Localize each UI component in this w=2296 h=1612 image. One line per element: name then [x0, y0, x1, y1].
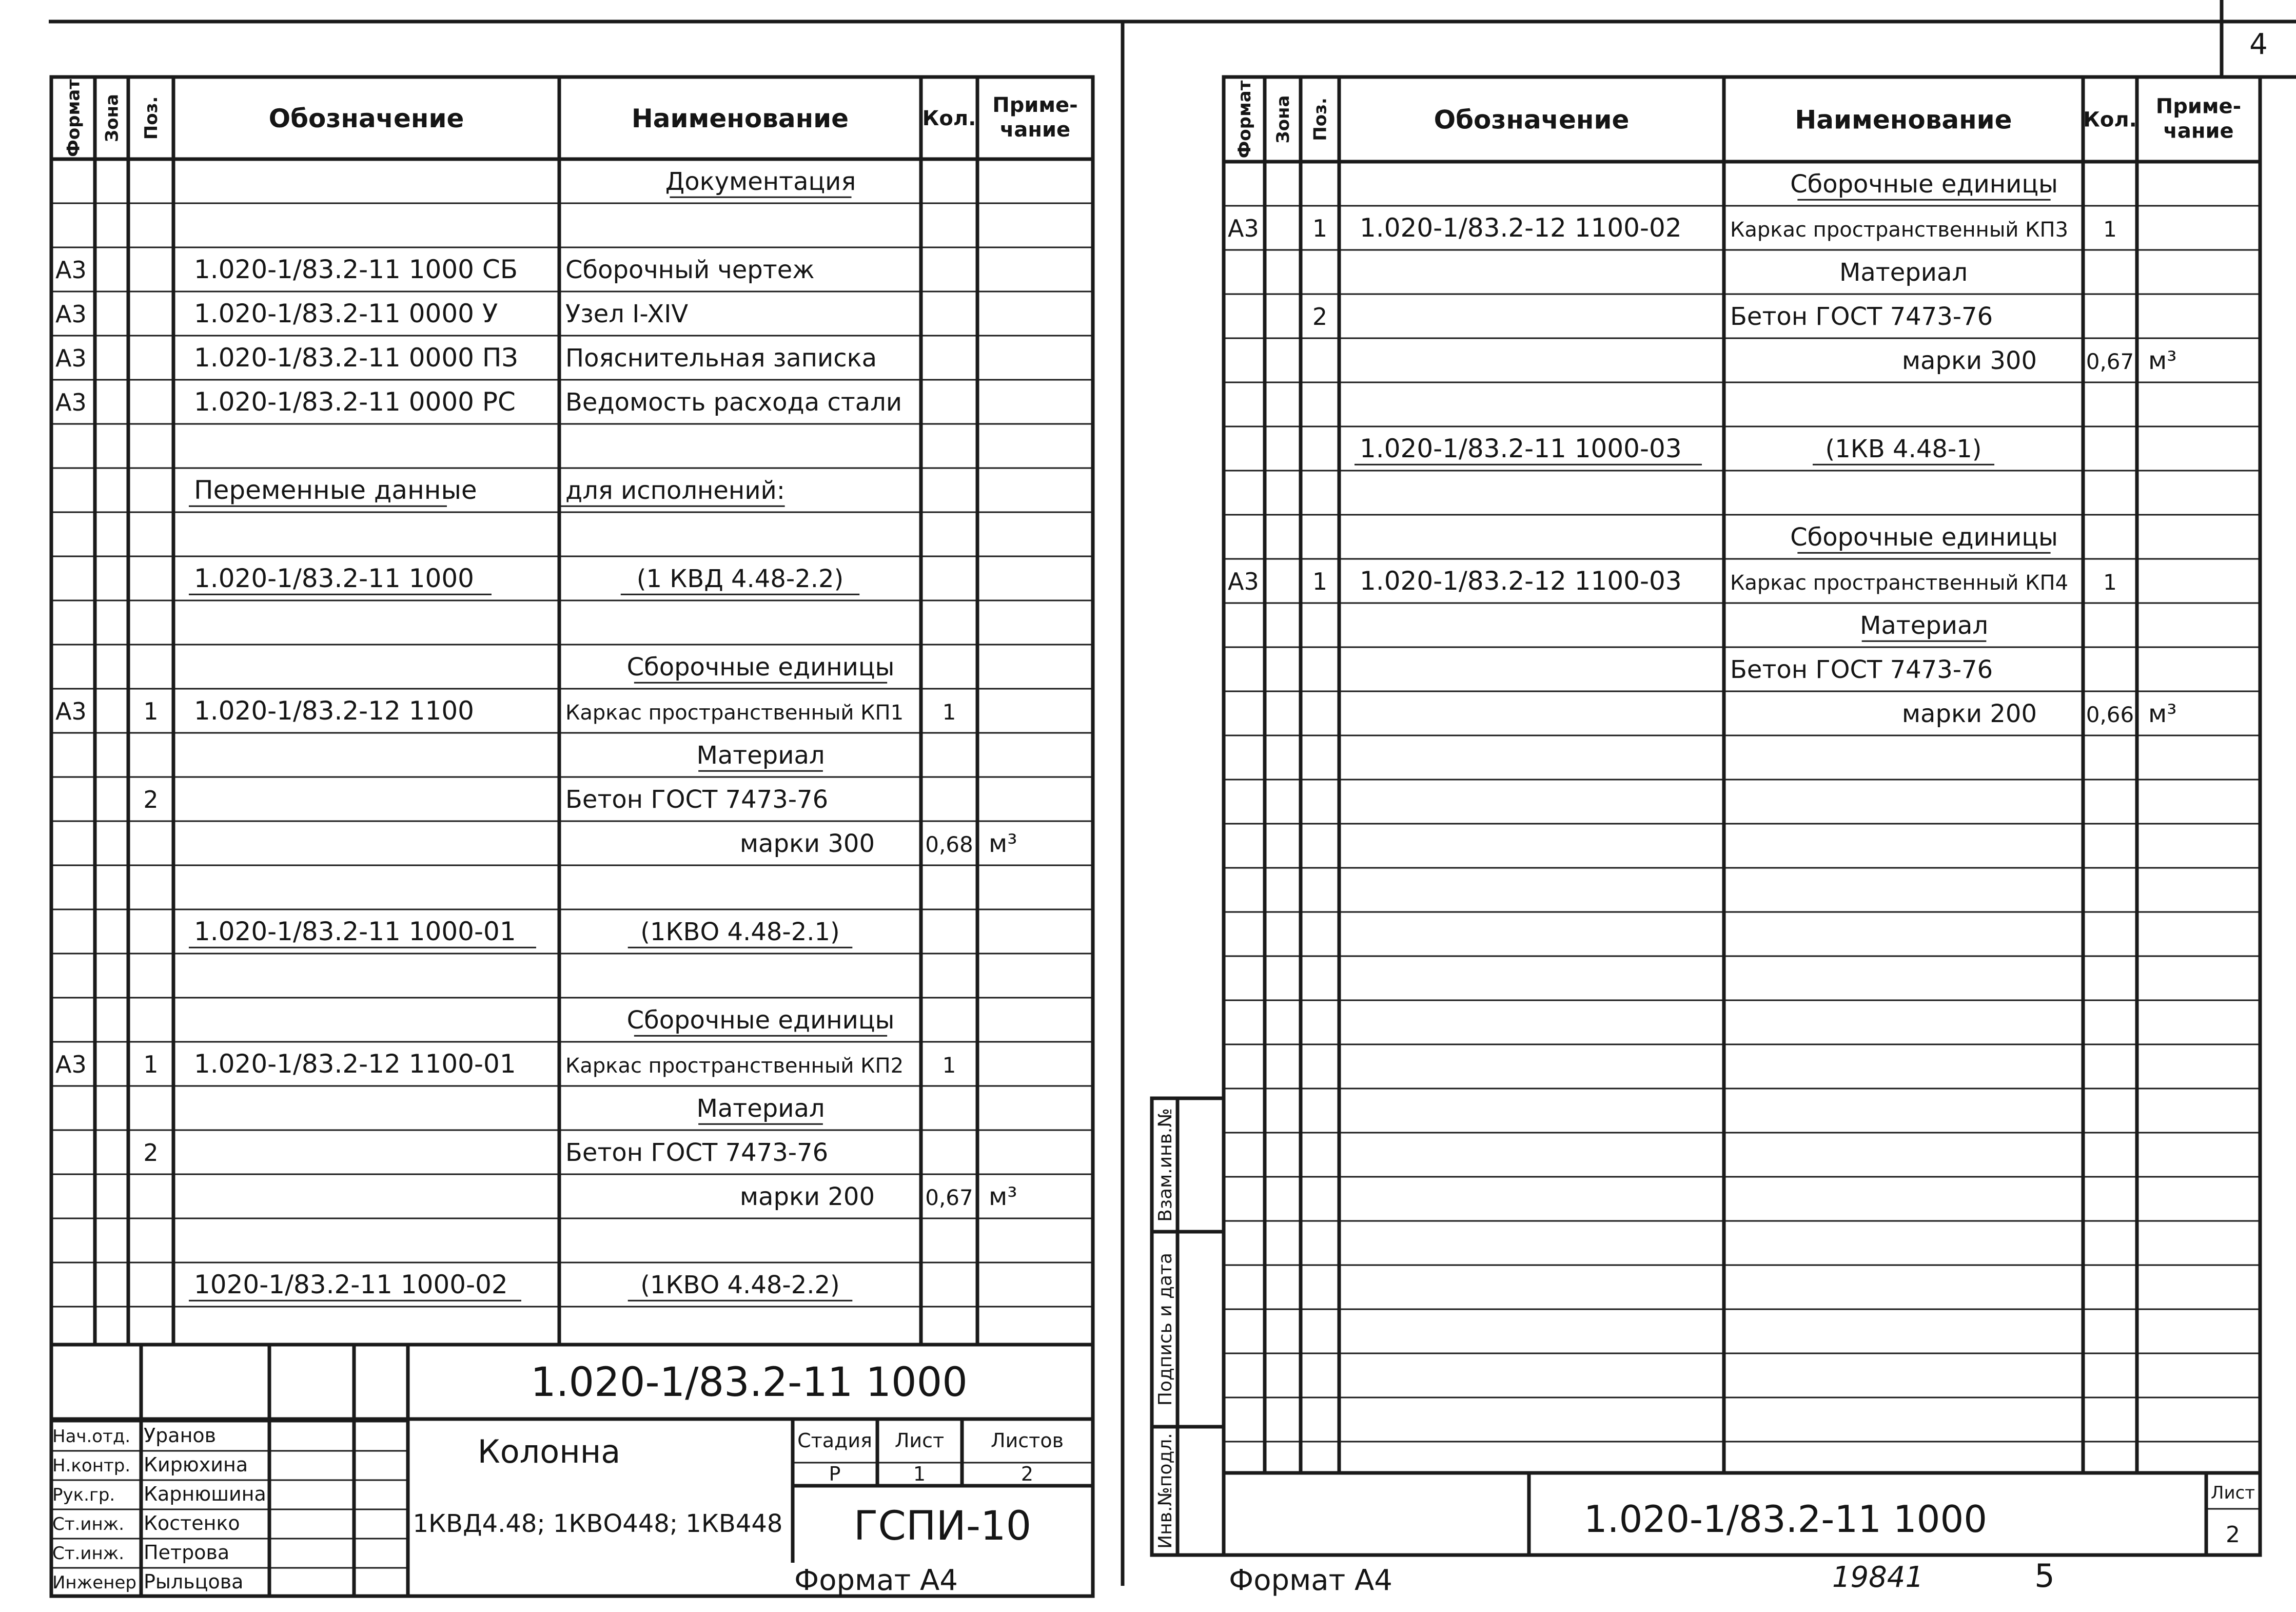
table-row	[55, 1049, 956, 1079]
name-cell: марки 300	[1901, 346, 2037, 376]
table-row	[1790, 523, 2058, 553]
header-note_line1: Приме-	[992, 93, 1078, 117]
header-format: Формат	[1234, 80, 1255, 159]
name-cell: (1КВ 4.48-1)	[1825, 435, 1982, 464]
stage-value: Р	[829, 1463, 841, 1485]
right-sheet-value: 2	[2226, 1522, 2240, 1548]
stage-label: Стадия	[797, 1429, 872, 1452]
name-cell: Пояснительная записка	[565, 344, 877, 373]
name-cell: (1КВО 4.48-2.2)	[640, 1271, 840, 1300]
format-cell: А3	[55, 389, 87, 417]
title-name: Колонна	[477, 1433, 621, 1470]
name-cell: Узел I-XIV	[565, 300, 689, 329]
designation-cell: Переменные данные	[194, 475, 477, 506]
title-designation: 1.020-1/83.2-11 1000	[531, 1359, 968, 1406]
designation-cell: 1.020-1/83.2-11 0000 ПЗ	[194, 343, 518, 373]
table-row	[55, 255, 815, 284]
name-cell: Материал	[1859, 611, 1989, 640]
name-cell: марки 200	[1901, 700, 2037, 729]
table-row	[1839, 258, 1968, 287]
side-stamp-block	[1152, 1098, 1224, 1555]
designation-cell: 1.020-1/83.2-11 1000-01	[194, 917, 516, 947]
signature-name: Рыльцова	[144, 1570, 244, 1593]
position-cell: 2	[1312, 303, 1328, 331]
note-cell: м³	[989, 1182, 1017, 1212]
right-spec-rows	[1228, 170, 2176, 728]
note-cell: м³	[989, 829, 1017, 859]
format-cell: А3	[1228, 568, 1259, 596]
name-cell: для исполнений:	[565, 476, 785, 506]
table-row	[627, 653, 895, 683]
designation-cell: 1.020-1/83.2-11 0000 РС	[194, 387, 516, 417]
name-cell: Сборочные единицы	[1790, 523, 2058, 552]
name-cell: Сборочные единицы	[1790, 170, 2058, 199]
designation-cell: 1.020-1/83.2-12 1100-03	[1360, 566, 1682, 596]
position-cell: 1	[1312, 215, 1328, 243]
header-note_line2: чание	[2163, 119, 2234, 143]
header-format: Формат	[63, 79, 84, 157]
signature-name: Карнюшина	[144, 1483, 266, 1505]
designation-cell: 1.020-1/83.2-12 1100	[194, 696, 474, 726]
header-qty: Кол.	[922, 107, 976, 130]
corner-sheet-number: 4	[2249, 28, 2268, 61]
table-row	[1730, 655, 1993, 684]
table-row	[143, 1138, 828, 1167]
table-row	[55, 343, 877, 373]
name-cell: Материал	[696, 1094, 825, 1123]
name-cell: Документация	[665, 167, 856, 197]
header-designation: Обозначение	[268, 104, 464, 133]
name-cell: Материал	[1839, 258, 1968, 287]
signature-role: Н.контр.	[52, 1455, 131, 1476]
signature-role: Ст.инж.	[52, 1514, 125, 1535]
header-name: Наименование	[631, 104, 849, 133]
name-cell: Бетон ГОСТ 7473-76	[565, 785, 829, 814]
name-cell: Каркас пространственный КП1	[565, 701, 904, 725]
position-cell: 1	[143, 697, 159, 726]
name-cell: Сборочные единицы	[626, 653, 895, 682]
name-cell: Материал	[696, 741, 825, 770]
quantity-cell: 1	[942, 1053, 956, 1078]
format-cell: А3	[55, 697, 87, 726]
designation-cell: 1.020-1/83.2-11 1000 СБ	[194, 255, 518, 285]
name-cell: Ведомость расхода стали	[565, 388, 902, 417]
table-row	[143, 785, 828, 814]
designation-cell: 1.020-1/83.2-12 1100-02	[1360, 213, 1682, 243]
name-cell: Сборочные единицы	[626, 1006, 895, 1035]
right-sheet-label: Лист	[2210, 1483, 2255, 1503]
name-cell: (1КВО 4.48-2.1)	[640, 918, 840, 947]
name-cell: Бетон ГОСТ 7473-76	[1730, 302, 1993, 332]
table-row	[665, 167, 856, 197]
table-row	[189, 475, 785, 506]
name-cell: Сборочный чертеж	[565, 256, 815, 285]
table-row	[740, 1182, 1017, 1211]
designation-cell: 1.020-1/83.2-11 1000-03	[1360, 434, 1682, 464]
table-row	[189, 917, 852, 947]
table-row	[55, 299, 688, 328]
header-pos: Поз.	[1310, 98, 1331, 141]
designation-cell: 1.020-1/83.2-11 1000	[194, 564, 474, 594]
note-cell: м³	[2148, 700, 2177, 729]
sheets-value: 2	[1021, 1463, 1034, 1485]
table-row	[189, 564, 859, 594]
signature-role: Инженер	[52, 1572, 136, 1593]
signature-name: Уранов	[144, 1424, 217, 1447]
quantity-cell: 0,67	[2086, 349, 2134, 375]
page-number: 5	[2034, 1557, 2055, 1595]
signature-name: Костенко	[144, 1512, 240, 1535]
sheets-label: Листов	[991, 1429, 1064, 1452]
name-cell: Каркас пространственный КП2	[565, 1054, 904, 1078]
position-cell: 2	[143, 786, 159, 814]
name-cell: марки 300	[739, 829, 875, 859]
organization: ГСПИ-10	[853, 1503, 1032, 1549]
header-zone: Зона	[102, 94, 123, 142]
header-name: Наименование	[1795, 105, 2012, 135]
designation-cell: 1020-1/83.2-11 1000-02	[194, 1270, 508, 1300]
quantity-cell: 0,66	[2086, 702, 2134, 728]
header-note_line2: чание	[999, 118, 1071, 142]
quantity-cell: 1	[942, 700, 956, 725]
format-label-left: Формат А4	[794, 1564, 958, 1597]
table-row	[1228, 566, 2117, 596]
table-row	[1228, 213, 2117, 243]
position-cell: 1	[143, 1051, 159, 1079]
table-row	[1312, 302, 1993, 331]
position-cell: 2	[143, 1139, 159, 1167]
signature-role: Нач.отд.	[52, 1426, 131, 1447]
header-designation: Обозначение	[1434, 105, 1630, 135]
table-row	[696, 1094, 825, 1124]
name-cell: Каркас пространственный КП4	[1730, 571, 2069, 595]
name-cell: Каркас пространственный КП3	[1730, 218, 2069, 242]
name-cell: Бетон ГОСТ 7473-76	[1730, 655, 1993, 685]
right-frame	[1224, 77, 2260, 1555]
table-row	[1860, 611, 1988, 641]
table-row	[696, 741, 825, 771]
header-note_line1: Приме-	[2155, 94, 2242, 119]
table-row	[189, 1270, 852, 1300]
header-qty: Кол.	[2083, 108, 2137, 132]
format-cell: А3	[55, 344, 87, 373]
header-zone: Зона	[1273, 95, 1293, 144]
designation-cell: 1.020-1/83.2-12 1100-01	[194, 1049, 516, 1079]
side-stamp-label: Инв.№подл.	[1155, 1433, 1176, 1549]
side-stamp-label: Подпись и дата	[1155, 1252, 1176, 1406]
format-cell: А3	[55, 300, 87, 328]
signature-name: Петрова	[144, 1541, 230, 1564]
position-cell: 1	[1312, 568, 1328, 596]
table-row	[1355, 434, 1994, 464]
header-pos: Поз.	[141, 96, 162, 140]
table-row	[740, 829, 1017, 858]
format-cell: А3	[55, 256, 87, 284]
table-row	[55, 696, 956, 726]
quantity-cell: 1	[2103, 217, 2117, 242]
sheet-label: Лист	[894, 1429, 945, 1452]
right-spec-table	[1224, 77, 2260, 1473]
quantity-cell: 0,67	[925, 1185, 973, 1211]
signature-name: Кирюхина	[144, 1453, 248, 1476]
designation-cell: 1.020-1/83.2-11 0000 У	[194, 299, 498, 329]
quantity-cell: 1	[2103, 570, 2117, 595]
format-label-right: Формат А4	[1229, 1564, 1392, 1597]
table-row	[1790, 170, 2058, 200]
quantity-cell: 0,68	[925, 832, 973, 858]
format-cell: А3	[1228, 215, 1259, 243]
sheet-value: 1	[913, 1463, 926, 1485]
title-block	[51, 1345, 1093, 1596]
side-stamp-label: Взам.инв.№	[1155, 1108, 1176, 1222]
right-title-block	[1224, 1473, 2260, 1555]
name-cell: (1 КВД 4.48-2.2)	[636, 565, 844, 594]
note-cell: м³	[2148, 346, 2177, 376]
signature-role: Ст.инж.	[52, 1543, 125, 1564]
right-spec-page	[1152, 77, 2260, 1555]
left-spec-page	[51, 77, 1093, 1596]
name-cell: Бетон ГОСТ 7473-76	[565, 1138, 829, 1168]
format-cell: А3	[55, 1051, 87, 1079]
title-marks: 1КВД4.48; 1КВО448; 1КВ448	[413, 1509, 783, 1538]
signature-role: Рук.гр.	[52, 1485, 115, 1505]
stamp-number: 19841	[1832, 1561, 1924, 1594]
table-row	[55, 387, 902, 417]
table-row	[627, 1006, 895, 1036]
right-title-designation: 1.020-1/83.2-11 1000	[1583, 1498, 1988, 1541]
name-cell: марки 200	[739, 1182, 875, 1212]
